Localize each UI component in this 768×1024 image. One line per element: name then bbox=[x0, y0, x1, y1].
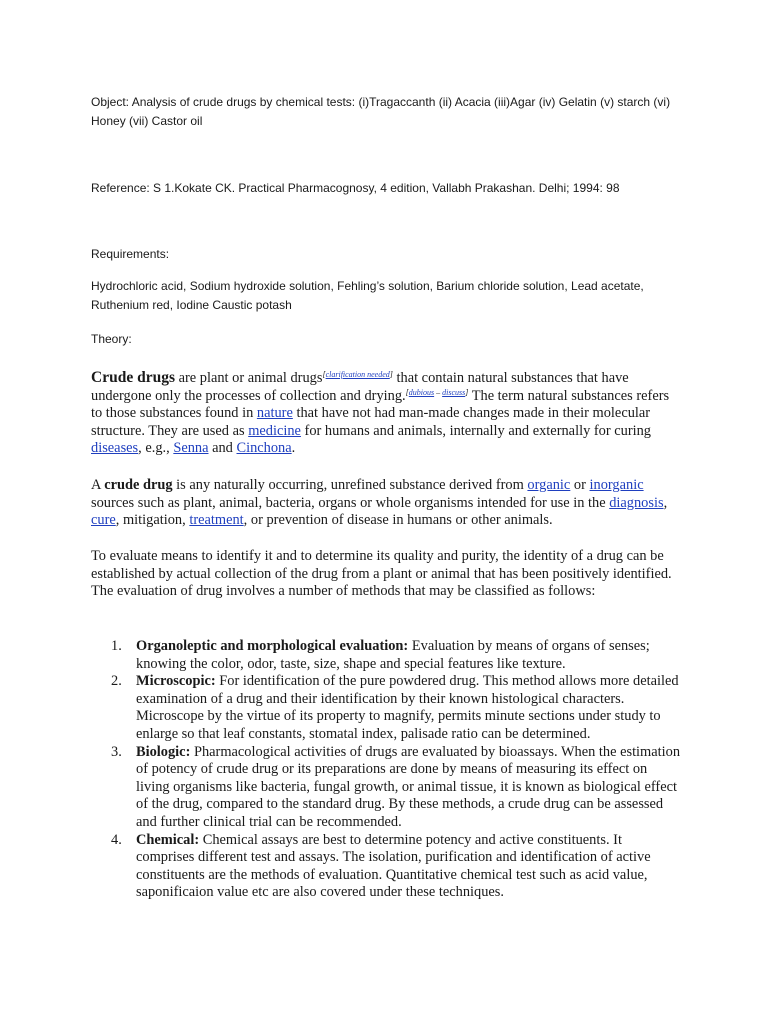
bracket: [ bbox=[322, 370, 326, 379]
list-item bbox=[91, 832, 681, 902]
organic-link[interactable]: organic bbox=[527, 477, 571, 493]
separator: – bbox=[434, 387, 443, 397]
cinchona-link[interactable]: Cinchona bbox=[236, 440, 292, 457]
text-run: for humans and animals, internally and externally for curing bbox=[300, 422, 651, 439]
method-title: Organoleptic and morphological evaluation: bbox=[136, 638, 409, 654]
list-item bbox=[91, 744, 681, 832]
text-run: , e.g., bbox=[138, 440, 174, 457]
list-item bbox=[91, 673, 681, 743]
bracket: ] bbox=[389, 370, 393, 379]
list-number: 1. bbox=[111, 638, 122, 654]
diseases-link[interactable]: diseases bbox=[91, 440, 139, 457]
method-title: Microscopic: bbox=[136, 673, 216, 690]
inorganic-link[interactable]: inorganic bbox=[589, 477, 644, 493]
crude-drug-paragraph bbox=[91, 477, 681, 530]
method-title: Biologic: bbox=[136, 743, 191, 760]
term-crude-drugs: Crude drugs bbox=[91, 369, 175, 386]
cure-link[interactable]: cure bbox=[91, 512, 116, 529]
text-run: that contain natural substances that have undergone only the processes of collection and drying. bbox=[91, 370, 629, 404]
text-run: , mitigation, bbox=[115, 512, 190, 529]
text-run: , bbox=[663, 494, 668, 511]
method-description: For identification of the pure powdered drug. This method allows more detailed examination of a drug and their identification by their known histological characters. Microscope by the virtue of its property to magnify, permits minute sections under study to enlarge so that leaf constants, stomatal index, palisade ratio can be determined. bbox=[136, 673, 679, 742]
text-run: sources such as plant, animal, bacteria, organs or whole organisms intended for use in the bbox=[91, 494, 610, 511]
bracket: ] bbox=[465, 387, 469, 397]
medicine-link[interactable]: medicine bbox=[248, 422, 301, 439]
discuss-link[interactable]: discuss bbox=[442, 387, 466, 397]
term-crude-drug: crude drug bbox=[104, 477, 173, 493]
text-run: , or prevention of disease in humans or other animals. bbox=[243, 512, 553, 529]
text-run: and bbox=[208, 440, 237, 457]
theory-heading: Theory: bbox=[91, 332, 132, 346]
reference-line: Reference: S 1.Kokate CK. Practical Pharmacognosy, 4 edition, Vallabh Prakashan. Delhi; 1994: 98 bbox=[91, 181, 620, 195]
list-number: 4. bbox=[111, 831, 122, 848]
list-item bbox=[91, 638, 681, 673]
nature-link[interactable]: nature bbox=[256, 405, 293, 422]
text-run: is any naturally occurring, unrefined substance derived from bbox=[172, 477, 528, 493]
method-description: Pharmacological activities of drugs are evaluated by bioassays. When the estimation of potency of crude drug or its preparations are done by means of measuring its effect on living organisms like bacteria, fungal growth, or animal tissue, it is known as biological effect of the drug, compared to the standard drug. By these methods, a crude drug can be assessed and further clinical trial can be recommended. bbox=[136, 743, 681, 830]
text-run: A bbox=[91, 477, 105, 493]
text-run: that have not had man-made changes made in their molecular structure. They are used as bbox=[91, 405, 651, 439]
requirements-heading: Requirements: bbox=[91, 247, 170, 261]
list-number: 2. bbox=[111, 673, 122, 690]
diagnosis-link[interactable]: diagnosis bbox=[609, 494, 664, 511]
text-run: The term natural substances refers to those substances found in bbox=[91, 387, 670, 422]
method-description: Evaluation by means of organs of senses; knowing the color, odor, taste, size, shape and special features like texture. bbox=[136, 638, 650, 672]
method-description: Chemical assays are best to determine potency and active constituents. It comprises different test and assays. The isolation, purification and identification of active constituents are the methods of evaluation. Quantitative chemical test such as acid value, saponificaion value etc are also covered under these techniques. bbox=[136, 831, 651, 901]
list-number: 3. bbox=[111, 743, 122, 760]
text-run: . bbox=[291, 440, 296, 457]
text-run: or bbox=[570, 477, 590, 493]
text-run: are plant or animal drugs bbox=[174, 370, 323, 386]
dubious-discuss-note bbox=[406, 388, 469, 397]
method-title: Chemical: bbox=[136, 831, 200, 848]
crude-drugs-definition-paragraph bbox=[91, 369, 681, 458]
requirements-list: Hydrochloric acid, Sodium hydroxide solution, Fehling’s solution, Barium chloride solution, Lead acetate, Ruthenium red, Iodine Caustic potash bbox=[91, 279, 644, 312]
senna-link[interactable]: Senna bbox=[173, 440, 209, 457]
citation-needed-note bbox=[322, 370, 392, 379]
object-line: Object: Analysis of crude drugs by chemical tests: (i)Tragaccanth (ii) Acacia (iii)Agar (iv) Gelatin (v) starch (vi) Honey (vii) Castor oil bbox=[91, 95, 671, 128]
clarification-needed-link[interactable]: clarification needed bbox=[325, 370, 390, 379]
dubious-link[interactable]: dubious bbox=[408, 387, 435, 397]
evaluation-methods-list bbox=[91, 638, 681, 902]
evaluation-intro-paragraph: To evaluate means to identify it and to determine its quality and purity, the identity of a drug can be established by actual collection of the drug from a plant or animal that has been positively identified. The evaluation of drug involves a number of methods that may be classified as follows: bbox=[91, 548, 672, 600]
bracket: [ bbox=[405, 387, 409, 397]
treatment-link[interactable]: treatment bbox=[189, 512, 244, 529]
